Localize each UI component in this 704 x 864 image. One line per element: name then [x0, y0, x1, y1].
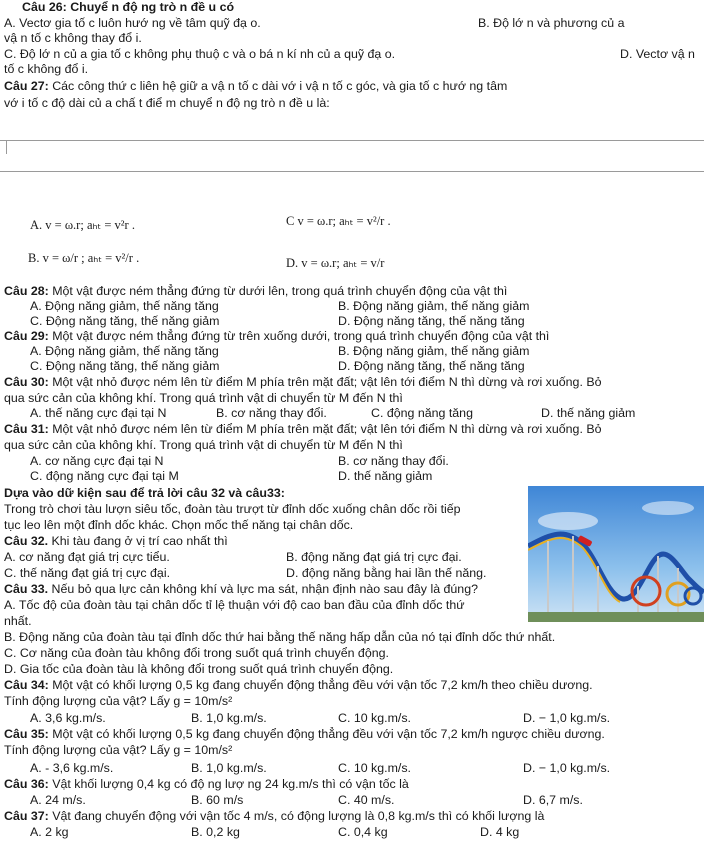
- q26-option-a: A. Vectơ gia tố c luôn hướ ng về tâm quỹ đạ o.: [4, 16, 261, 30]
- q34-option-a: A. 3,6 kg.m/s.: [30, 711, 106, 725]
- q32-title: Câu 32.: [4, 534, 49, 548]
- q32-text: Khi tàu đang ở vị trí cao nhất thì: [51, 534, 228, 548]
- q37-option-a: A. 2 kg: [30, 825, 69, 839]
- q27-text2: vớ i tố c độ dài củ a chấ t điể m chuyể n độ ng trò n đề u là:: [4, 96, 330, 110]
- q32-stem: [4, 534, 228, 549]
- q36-option-d: D. 6,7 m/s.: [523, 793, 583, 807]
- q35-stem: [4, 727, 605, 742]
- q34-option-b: B. 1,0 kg.m/s.: [191, 711, 267, 725]
- q34-text1: Một vật có khối lượng 0,5 kg đang chuyển động thẳng đều với vận tốc 7,2 km/h theo chiều dương.: [52, 678, 593, 692]
- q28-option-d: D. Động năng tăng, thế năng tăng: [338, 314, 525, 328]
- q34-option-d: D. − 1,0 kg.m/s.: [523, 711, 611, 725]
- q27-option-b: B. v = ω/r ; aₕₜ = v²/r .: [28, 251, 140, 265]
- q31-text1: Một vật nhỏ được ném lên từ điểm M phía trên mặt đất; vật lên tới điểm N thì dừng và rơi xuống. Bỏ: [52, 422, 602, 436]
- q26-title: Câu 26: Chuyể n độ ng trò n đề u có: [22, 0, 235, 14]
- q31-text2: qua sức cản của không khí. Trong quá trình vật di chuyển từ M đến N thì: [4, 438, 403, 452]
- q31-option-d: D. thế năng giảm: [338, 469, 433, 483]
- q27-text1: Các công thứ c liên hệ giữ a vậ n tố c dài vớ i vậ n tố c góc, và gia tố c hướ ng tâm: [52, 79, 508, 93]
- q37-option-c: C. 0,4 kg: [338, 825, 388, 839]
- q31-option-a: A. cơ năng cực đại tại N: [30, 454, 164, 468]
- q31-option-b: B. cơ năng thay đổi.: [338, 454, 449, 468]
- q35-text2: Tính động lượng của vật? Lấy g = 10m/s²: [4, 743, 233, 757]
- q29-option-d: D. Động năng tăng, thế năng tăng: [338, 359, 525, 373]
- q37-option-b: B. 0,2 kg: [191, 825, 240, 839]
- context-text2: tục leo lên một đỉnh dốc khác. Chọn mốc thế năng tại chân dốc.: [4, 518, 354, 532]
- q33-option-d: D. Gia tốc của đoàn tàu là không đổi trong suốt quá trình chuyển động.: [4, 662, 394, 676]
- q33-stem: [4, 582, 478, 597]
- q34-text2: Tính động lượng của vật? Lấy g = 10m/s²: [4, 694, 233, 708]
- q30-option-a: A. thế năng cực đại tại N: [30, 406, 167, 420]
- q35-option-b: B. 1,0 kg.m/s.: [191, 761, 267, 775]
- q30-text1: Một vật nhỏ được ném lên từ điểm M phía trên mặt đất; vật lên tới điểm N thì dừng và rơi xuống. Bỏ: [52, 375, 602, 389]
- q26-option-d: D. Vectơ vậ n: [620, 47, 695, 61]
- q31-option-c: C. động năng cực đại tại M: [30, 469, 179, 483]
- q35-option-a: A. - 3,6 kg.m/s.: [30, 761, 114, 775]
- q29-text: Một vật được ném thẳng đứng từ trên xuống dưới, trong quá trình chuyển động của vật thì: [52, 329, 550, 343]
- q31-stem: [4, 422, 602, 437]
- q33-option-b: B. Động năng của đoàn tàu tại đỉnh dốc thứ hai bằng thế năng hấp dẫn của nó tại đỉnh dốc thứ nhất.: [4, 630, 556, 644]
- q28-option-a: A. Động năng giảm, thế năng tăng: [30, 299, 219, 313]
- roller-coaster-photo: [528, 486, 704, 622]
- q28-stem: [4, 284, 507, 299]
- q28-option-c: C. Động năng tăng, thế năng giảm: [30, 314, 220, 328]
- q26-option-b-cont: vậ n tố c không thay đổ i.: [4, 31, 142, 45]
- q32-option-d: D. động năng bằng hai lần thế năng.: [286, 566, 487, 580]
- q33-text: Nếu bỏ qua lực cản không khí và lực ma sát, nhận định nào sau đây là đúng?: [51, 582, 478, 596]
- q28-text: Một vật được ném thẳng đứng từ dưới lên, trong quá trình chuyển động của vật thì: [52, 284, 508, 298]
- q36-title: Câu 36:: [4, 777, 49, 791]
- q29-option-c: C. Động năng tăng, thế năng giảm: [30, 359, 220, 373]
- q27-option-c: C v = ω.r; aₕₜ = v²/r .: [286, 214, 391, 228]
- q37-text: Vật đang chuyển động với vận tốc 4 m/s, có động lượng là 0,8 kg.m/s thì có khối lượng là: [52, 809, 545, 823]
- q32-option-b: B. động năng đạt giá trị cực đại.: [286, 550, 462, 564]
- q36-option-b: B. 60 m/s: [191, 793, 244, 807]
- q33-option-a: A. Tốc độ của đoàn tàu tại chân dốc tỉ lệ thuận với độ cao ban đầu của đỉnh dốc thứ: [4, 598, 465, 612]
- q27-title: Câu 27:: [4, 79, 49, 93]
- q30-option-b: B. cơ năng thay đổi.: [216, 406, 327, 420]
- q33-option-c: C. Cơ năng của đoàn tàu không đổi trong suốt quá trình chuyển động.: [4, 646, 389, 660]
- q35-option-d: D. − 1,0 kg.m/s.: [523, 761, 611, 775]
- q37-option-d: D. 4 kg: [480, 825, 520, 839]
- divider-bottom: [0, 171, 704, 172]
- q26-option-b: B. Độ lớ n và phương củ a: [478, 16, 625, 30]
- q34-stem: [4, 678, 593, 693]
- q29-option-b: B. Động năng giảm, thế năng giảm: [338, 344, 530, 358]
- q29-stem: [4, 329, 549, 344]
- q27-option-d: D. v = ω.r; aₕₜ = v/r: [286, 256, 385, 270]
- q30-stem: [4, 375, 602, 390]
- q36-text: Vật khối lượng 0,4 kg có độ ng lượ ng 24 kg.m/s thì có vận tốc là: [52, 777, 409, 791]
- q30-text2: qua sức cản của không khí. Trong quá trình vật di chuyển từ M đến N thì: [4, 391, 403, 405]
- q37-stem: [4, 809, 544, 824]
- q37-title: Câu 37:: [4, 809, 49, 823]
- q28-option-b: B. Động năng giảm, thế năng giảm: [338, 299, 530, 313]
- q32-option-c: C. thế năng đạt giá trị cực đại.: [4, 566, 171, 580]
- q29-title: Câu 29:: [4, 329, 49, 343]
- q27-stem: [4, 79, 507, 94]
- divider-top: [0, 140, 704, 141]
- q35-title: Câu 35:: [4, 727, 49, 741]
- q34-option-c: C. 10 kg.m/s.: [338, 711, 411, 725]
- q36-option-c: C. 40 m/s.: [338, 793, 395, 807]
- q28-title: Câu 28:: [4, 284, 49, 298]
- context-text1: Trong trò chơi tàu lượn siêu tốc, đoàn tàu trượt từ đỉnh dốc xuống chân dốc rồi tiếp: [4, 502, 461, 516]
- context-heading: Dựa vào dữ kiện sau để trả lời câu 32 và câu33:: [4, 486, 285, 500]
- q26-option-c: C. Độ lớ n củ a gia tố c không phụ thuộ c và o bá n kí nh củ a quỹ đạ o.: [4, 47, 396, 61]
- q30-title: Câu 30:: [4, 375, 49, 389]
- q33-title: Câu 33.: [4, 582, 49, 596]
- q30-option-d: D. thế năng giảm: [541, 406, 636, 420]
- q32-option-a: A. cơ năng đạt giá trị cực tiểu.: [4, 550, 170, 564]
- q31-title: Câu 31:: [4, 422, 49, 436]
- q35-option-c: C. 10 kg.m/s.: [338, 761, 411, 775]
- q36-stem: [4, 777, 409, 792]
- q33-option-a-cont: nhất.: [4, 614, 32, 628]
- q27-option-a: A. v = ω.r; aₕₜ = v²r .: [30, 218, 135, 232]
- q34-title: Câu 34:: [4, 678, 49, 692]
- q30-option-c: C. động năng tăng: [371, 406, 473, 420]
- divider-tick: [6, 140, 7, 154]
- q29-option-a: A. Động năng giảm, thế năng tăng: [30, 344, 219, 358]
- q36-option-a: A. 24 m/s.: [30, 793, 86, 807]
- q35-text1: Một vật có khối lượng 0,5 kg đang chuyển động thẳng đều với vận tốc 7,2 km/h ngược chiều dương.: [52, 727, 605, 741]
- q26-option-d-cont: tố c không đổ i.: [4, 62, 89, 76]
